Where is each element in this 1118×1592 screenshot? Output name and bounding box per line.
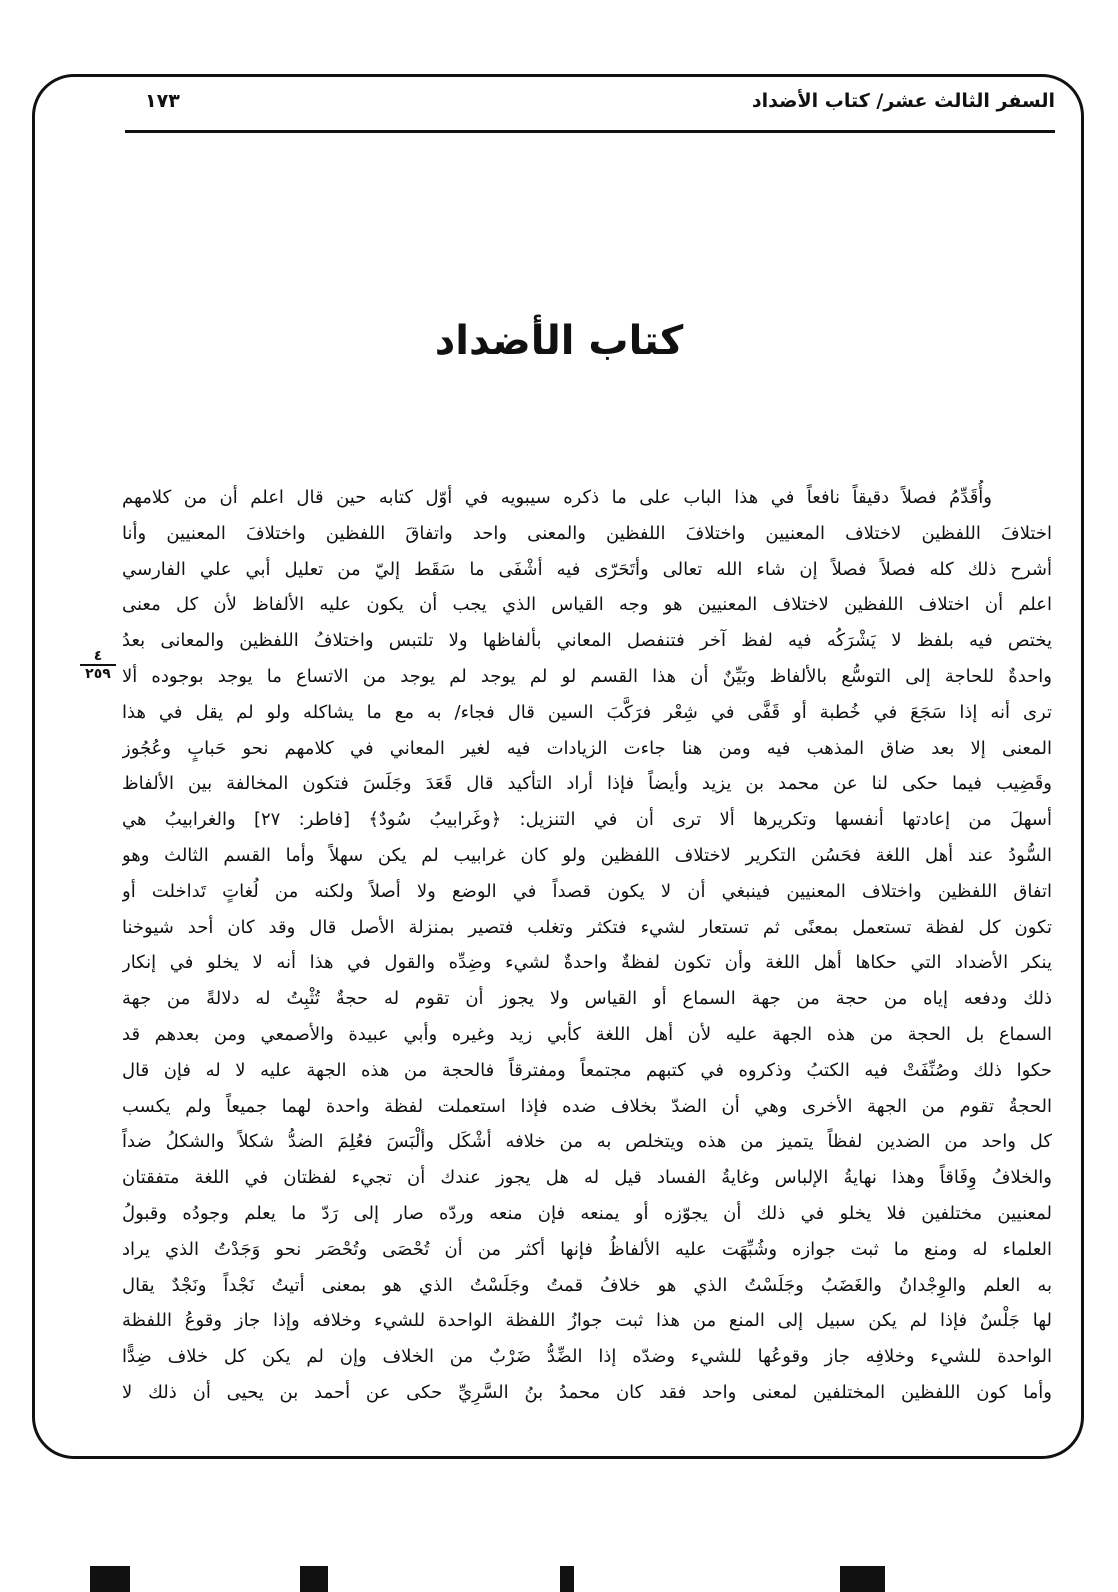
text-line: يختص فيه بلفظ لا يَشْرَكُه فيه لفظ آخر فتنفصل المعاني بألفاظها ولا تلتبس واختلافُ اللفظين والمعانى بعدُ [122,630,1052,652]
chapter-title: كتاب الأضداد [434,318,684,364]
margin-reference [80,648,116,682]
next-page-fragment [560,1566,574,1592]
text-line: لها جَلْسٌ فإذا لم يكن سبيل إلى المنع من هذا ثبت جوازُ اللفظة الواحدة للشيء وخلافه وإذا جاز وقوعُ اللفظة [122,1310,1052,1332]
text-line: ترى أنه إذا سَجَعَ في خُطبة أو قَفَّى في شِعْر فرَكَّبَ السين قال فجاء/ به مع ما يشاكله ولو لم يقل في هذا [122,701,1052,723]
text-line: السُّودُ عند أهل اللغة فحَسُن التكرير لاختلاف اللفظين ولو كان غرابيب لم يكن سهلاً وأما القسم الثالث وهو [122,844,1052,866]
text-line: اعلم أن اختلاف اللفظين لاختلاف المعنيين هو وجه القياس الذي يجب أن يكون عليه الألفاظ لأن كل معنى [122,594,1052,616]
text-line: وأما كون اللفظين المختلفين لمعنى واحد فقد كان محمدُ بنُ السَّرِيِّ حكى عن أحمد بن يحيى أن ذلك لا [122,1381,1052,1403]
next-page-fragment [90,1566,130,1592]
header-rule [125,130,1055,133]
next-page-fragment [840,1566,885,1592]
text-line: واحدةٌ للحاجة إلى التوسُّع بالألفاظ وبَيِّنٌ أن هذا القسم لو لم يوجد لم يوجد من الاتساع ما يوجد بوجوده ألا [122,665,1052,687]
text-line: لمعنيين مختلفين فلا يخلو في ذلك أن يجوّزه أو يمنعه فإن منعه وردّه صار إلى رَدّ ما يعلم وجودُه وقبولُ [122,1202,1052,1224]
text-line: السماع بل الحجة من هذه الجهة عليه لأن أهل اللغة كأبي زيد وغيره وأبي عبيدة والأصمعي ومن بعدهم قد [122,1023,1052,1045]
body-text [122,480,1052,1411]
text-line: الحجةُ تقوم من الجهة الأخرى وهي أن الضدّ بخلاف ضده فإذا استعملت لفظة واحدة لهما جميعاً ولم يكسب [122,1095,1052,1117]
text-line: اختلافَ اللفظين لاختلاف المعنيين واختلافَ اللفظين والمعنى واحد واتفاقَ اللفظين واختلافَ المعنيين وأنا [122,522,1052,544]
text-line: به العلم والوِجْدانُ والغَضَبُ وجَلَسْتُ الذي هو خلافُ قمتُ وجَلَسْتُ الذي هو بمعنى أتيتُ نَجْداً ونَجْدٌ يقال [122,1274,1052,1296]
page-number: ١٧٣ [145,90,180,112]
text-line: أسهلَ من إعادتها أنفسها وتكريرها ألا ترى أن في التنزيل: ﴿وغَرابيبُ سُودٌ﴾ [فاطر: ٢٧] والغرابيبُ هي [122,809,1052,831]
next-page-fragment [300,1566,328,1592]
text-line: تكون كل لفظة تستعمل بمعنًى ثم تستعار لشيء فتكثر وتغلب فتصير بمنزلة الأصل قال وقد كان أحد شيوخنا [122,916,1052,938]
text-line: أشرح ذلك كله فصلاً فصلاً إن شاء الله تعالى وأتَحَرّى فيه أشْفَى ما سَقَط إليّ من تعليل أبي علي الفارسي [122,558,1052,580]
text-line: اتفاق اللفظين واختلاف المعنيين فينبغي أن لا يكون قصداً في الوضع ولا أصلاً ولكنه من لُغاتٍ تَداخلت أو [122,880,1052,902]
margin-denominator: ٢٥٩ [85,666,111,682]
text-line: وأُقَدِّمُ فصلاً دقيقاً نافعاً في هذا الباب على ما ذكره سيبويه في أوّل كتابه حين قال اعلم أن من كلامهم [122,487,992,508]
text-line: العلماء له ومنع ما ثبت جوازه وشُبِّهَت عليه الألفاظُ فإنها أكثر من أن تُحْصَى وتُحْصَر نحو وَجَدْتُ الذي يراد [122,1238,1052,1260]
text-line: ينكر الأضداد التي حكاها أهل اللغة وأن تكون لفظةٌ واحدةٌ لشيء وضِدِّه والقول في هذا أنه لا يخلو في إنكار [122,952,1052,974]
text-line: المعنى إلا بعد ضاق المذهب فيه ومن هنا جاءت الزيادات فيه لغير المعاني في كلامهم نحو حَبابٍ وعُجُوز [122,737,1052,759]
text-line: وقَضِيب فيما حكى لنا عن محمد بن يزيد وأيضاً فإذا أراد التأكيد قال قَعَدَ وجَلَسَ فتكون المخالفة بين الألفاظ [122,773,1052,795]
text-line: ذلك ودفعه إياه من حجة من جهة السماع أو القياس ولا يجوز أن تقوم له حجةٌ تُثْبِتُ له دلالةً من جهة [122,988,1052,1010]
text-line: حكوا ذلك وصُنِّفَتْ فيه الكتبُ وذكروه في كتبهم مجتمعاً ومفترقاً فالحجة من هذه الجهة عليه لا له فإن قال [122,1059,1052,1081]
text-line: والخلافُ وِفَاقاً وهذا نهايةُ الإلباس وغايةُ الفساد قيل له هل يجوز عندك أن تجيء لفظتان في اللغة متفقتان [122,1167,1052,1189]
text-line: كل واحد من الضدين لفظاً يتميز من هذه ويتخلص به من خلافه أشْكَل وألْبَسَ فعُلِمَ الضدُّ شكلاً والشكلُ ضداً [122,1131,1052,1153]
running-title: السفر الثالث عشر/ كتاب الأضداد [751,90,1055,112]
margin-numerator: ٤ [80,648,116,666]
running-header [125,88,1055,122]
text-line: الواحدة للشيء وخلافِه جاز وقوعُها للشيء وضدّه إذا الضِّدُّ ضَرْبٌ من الخلاف وإن لم يكن كل خلاف ضِدًّا [122,1346,1052,1368]
